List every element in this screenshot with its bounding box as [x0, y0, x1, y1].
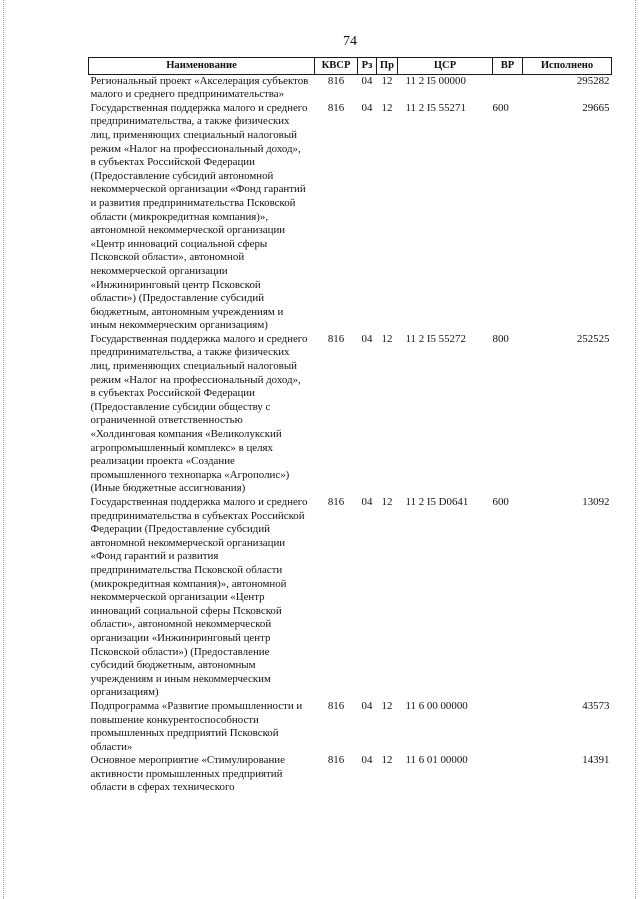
row-name-cell: Подпрограмма «Развитие промышленности и повышение конкурентоспособности промышленных предприятий Псковской области»	[90, 699, 303, 753]
row-amount-cell: 13092	[582, 496, 610, 508]
row-csr-cell: 11 2 I5 00000	[405, 74, 466, 87]
table-row	[89, 754, 612, 795]
row-pr-cell: 12	[381, 754, 393, 767]
column-header-vr: ВР	[493, 58, 523, 75]
row-kvsr-cell: 816	[327, 699, 345, 712]
header-row	[89, 58, 612, 75]
row-amount-cell: 29665	[582, 101, 610, 114]
row-pr-cell: 12	[381, 699, 393, 712]
row-rz-cell: 04	[361, 496, 373, 508]
table-header	[89, 58, 612, 75]
scan-left-edge	[3, 0, 5, 899]
table-body	[89, 74, 612, 795]
row-name-cell: Государственная поддержка малого и среднего предпринимательства, а также физических лиц, применяющих специальный налоговый режим «Налог на профессиональный доход», в субъектах Российской Федерации (Предоставление субсидий автономной некоммерческой организации «Фонд гарантий и развития предпринимательства Псковской области (микрокредитная компания)», автономной некоммерческой организации «Центр инноваций социальной сферы Псковской области», автономной некоммерческой организации «Инжиниринговый центр Псковской области») (Предоставление субсидий бюджетным, автономным учреждениям и иным некоммерческим организациям)	[90, 101, 308, 332]
table-row	[89, 102, 612, 333]
row-rz-cell: 04	[361, 74, 373, 87]
row-kvsr-cell: 816	[327, 332, 345, 345]
row-vr-cell	[493, 700, 523, 754]
row-vr-cell: 800	[492, 332, 509, 345]
row-csr-cell: 11 6 00 00000	[405, 699, 468, 712]
row-name-cell: Государственная поддержка малого и среднего предпринимательства, а также физических лиц, применяющих специальный налоговый режим «Налог на профессиональный доход», в субъектах Российской Федерации (Предоставление субсидии обществу с ограниченной ответственностью «Холдинговая компания «Великолукский агропромышленный комплекс» в целях реализации проекта «Создание промышленного технопарка «Агрополис») (Иные бюджетные ассигнования)	[90, 332, 308, 495]
scan-right-edge	[635, 0, 637, 899]
row-rz-cell: 04	[361, 101, 373, 114]
row-vr-cell	[493, 74, 523, 102]
row-rz-cell: 04	[361, 754, 373, 767]
row-kvsr-cell: 816	[327, 496, 345, 508]
row-name-cell: Региональный проект «Акселерация субъектов малого и среднего предпринимательства»	[90, 74, 309, 101]
row-csr-cell: 11 6 01 00000	[405, 754, 468, 767]
row-rz-cell: 04	[361, 332, 373, 345]
budget-execution-table	[88, 57, 612, 795]
table-row	[89, 74, 612, 102]
column-header-amount: Исполнено	[523, 58, 612, 75]
row-amount-cell: 295282	[576, 74, 610, 87]
table-row	[89, 333, 612, 496]
row-rz-cell: 04	[361, 699, 373, 712]
row-csr-cell: 11 2 I5 55271	[405, 101, 466, 114]
row-vr-cell	[493, 754, 523, 795]
row-kvsr-cell: 816	[327, 101, 345, 114]
row-kvsr-cell: 816	[327, 754, 345, 767]
row-csr-cell: 11 2 I5 55272	[405, 332, 466, 345]
row-amount-cell: 252525	[576, 332, 610, 345]
row-vr-cell: 600	[492, 101, 509, 114]
table-row	[89, 496, 612, 700]
row-kvsr-cell: 816	[327, 74, 345, 87]
column-header-name: Наименование	[89, 58, 315, 75]
row-pr-cell: 12	[381, 496, 393, 508]
column-header-rz: Рз	[358, 58, 377, 75]
row-pr-cell: 12	[381, 332, 393, 345]
table-row	[89, 700, 612, 754]
column-header-kvsr: КВСР	[315, 58, 358, 75]
page-number: 74	[343, 34, 357, 49]
row-amount-cell: 43573	[582, 699, 610, 712]
row-vr-cell: 600	[492, 496, 509, 508]
row-csr-cell: 11 2 I5 D0641	[405, 496, 469, 508]
row-pr-cell: 12	[381, 74, 393, 87]
row-name-cell: Государственная поддержка малого и среднего предпринимательства в субъектах Российской Федерации (Предоставление субсидий автономной некоммерческой организации «Фонд гарантий и развития предпринимательства Псковской области (микрокредитная компания)», автономной некоммерческой организации «Центр инноваций социальной сферы Псковской области», автономной некоммерческой организации «Инжиниринговый центр Псковской области») (Предоставление субсидий бюджетным, автономным учреждениям и иным некоммерческим организациям)	[90, 496, 308, 699]
column-header-csr: ЦСР	[398, 58, 493, 75]
row-name-cell: Основное мероприятие «Стимулирование активности промышленных предприятий области в сферах технического	[90, 754, 285, 794]
row-amount-cell: 14391	[582, 754, 610, 767]
row-pr-cell: 12	[381, 101, 393, 114]
column-header-pr: Пр	[377, 58, 398, 75]
